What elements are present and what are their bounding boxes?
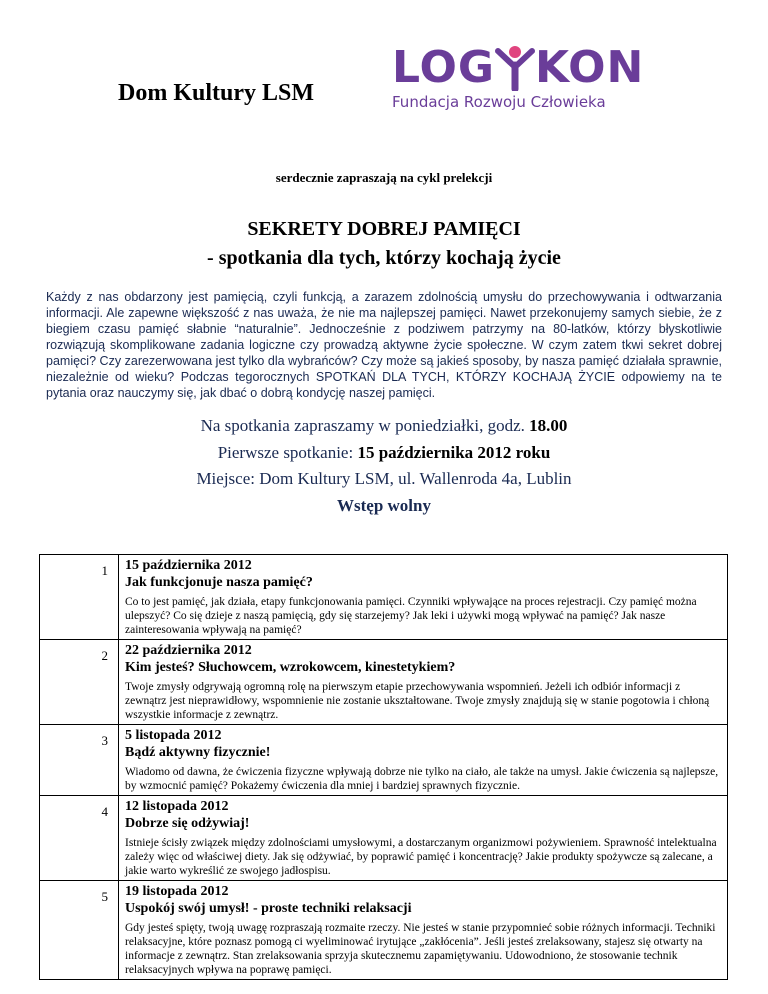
lecture-date: 22 października 2012 <box>125 643 252 658</box>
schedule-row <box>40 640 728 725</box>
lecture-description: Wiadomo od dawna, że ćwiczenia fizyczne wpływają dobrze nie tylko na ciało, ale także na umysł. Jakie ćwiczenia są najlepsze, by wzmocnić pamięć? Pokażemy ćwiczenia dla mniej i bardziej sprawnych fizycznie. <box>125 766 719 792</box>
first-meeting-date: 15 października 2012 roku <box>357 443 551 462</box>
series-title: SEKRETY DOBREJ PAMIĘCI <box>247 218 521 240</box>
first-meeting-label: Pierwsze spotkanie: <box>217 443 358 462</box>
row-number: 3 <box>40 725 119 796</box>
meeting-time-label: Na spotkania zapraszamy w poniedziałki, godz. <box>200 416 530 435</box>
series-subtitle: - spotkania dla tych, którzy kochają życie <box>207 247 561 269</box>
row-number: 1 <box>40 555 119 640</box>
meeting-place: Miejsce: Dom Kultury LSM, ul. Wallenroda 4a, Lublin <box>196 469 572 488</box>
invitation-line: serdecznie zapraszają na cykl prelekcji <box>275 170 493 185</box>
lecture-topic: Kim jesteś? Słuchowcem, wzrokowcem, kinestetykiem? <box>125 660 456 675</box>
logo-text-right: KON <box>535 42 645 93</box>
schedule-row <box>40 881 728 980</box>
lecture-description: Twoje zmysły odgrywają ogromną rolę na pierwszym etapie przechowywania wspomnień. Jeżeli ich odbiór informacji z zewnątrz jest nieprawidłowy, wspomnienie nie zostanie ukształtowane. Twoje zmysły znajdują się w stanie pogotowia i chłoną wszystkie informacje z zewnątrz. <box>125 681 710 721</box>
schedule-row <box>40 796 728 881</box>
organizer-name: Dom Kultury LSM <box>118 80 315 106</box>
logo-subtitle: Fundacja Rozwoju Człowieka <box>392 93 606 111</box>
lecture-topic: Jak funkcjonuje nasza pamięć? <box>125 575 313 590</box>
person-figure-icon <box>495 45 535 91</box>
lecture-date: 15 października 2012 <box>125 558 252 573</box>
row-content <box>119 725 728 796</box>
meeting-time <box>0 416 768 436</box>
first-meeting <box>0 443 768 463</box>
row-number: 4 <box>40 796 119 881</box>
intro-paragraph: Każdy z nas obdarzony jest pamięcią, czyli funkcją, a zarazem zdolnością umysłu do przechowywania i odtwarzania informacji. Ale zapewne większość z nas uważa, że nie ma najlepszej pamięci. Nawet przekonujemy samych siebie, że z biegiem czasu pamięć słabnie “naturalnie”. Jednocześnie z podziwem patrzymy na 80-latków, którzy błyskotliwie rozwiązują skomplikowane zadania logiczne czy prowadzą aktywne życie społeczne. W czym zatem tkwi sekret dobrej pamięci? Czy zarezerwowana jest tylko dla wybrańców? Czy może są jakieś sposoby, by nasza pamięć działała sprawnie, niezależnie od wieku? Podczas tegorocznych SPOTKAŃ DLA TYCH, KTÓRZY KOCHAJĄ ŻYCIE odpowiemy na te pytania oraz nauczymy się, jak dbać o dobrą kondycję naszej pamięci. <box>46 290 722 400</box>
logo-text-left: LOG <box>392 42 495 93</box>
free-entry: Wstęp wolny <box>337 496 431 515</box>
schedule-row <box>40 725 728 796</box>
row-number: 2 <box>40 640 119 725</box>
row-content <box>119 555 728 640</box>
row-content <box>119 796 728 881</box>
lecture-topic: Dobrze się odżywiaj! <box>125 816 250 831</box>
lecture-date: 5 listopada 2012 <box>125 728 222 743</box>
schedule-row <box>40 555 728 640</box>
row-content <box>119 640 728 725</box>
lecture-description: Co to jest pamięć, jak działa, etapy funkcjonowania pamięci. Czynniki wpływające na proces rejestracji. Czy pamięć można ulepszyć? Co się dzieje z naszą pamięcią, gdy się starzejemy? Jak leki i używki mogą wpływać na pamięć? Jak nasze zainteresowania wpływają na pamięć? <box>125 596 697 636</box>
row-content <box>119 881 728 980</box>
lecture-description: Istnieje ścisły związek między zdolnościami umysłowymi, a dostarczanym organizmowi pożywieniem. Sprawność intelektualna zależy więc od właściwej diety. Jak się odżywiać, by poprawić pamięć i koncentrację? Jakie produkty spożywcze są zalecane, a jakie warto wykreślić ze swojego jadłospisu. <box>125 837 717 877</box>
lecture-topic: Uspokój swój umysł! - proste techniki relaksacji <box>125 901 412 916</box>
lecture-date: 19 listopada 2012 <box>125 884 229 899</box>
lecture-topic: Bądź aktywny fizycznie! <box>125 745 271 760</box>
schedule-table <box>39 554 728 980</box>
logikon-logo <box>392 42 645 116</box>
lecture-description: Gdy jesteś spięty, twoją uwagę rozpraszają rozmaite rzeczy. Nie jesteś w stanie przypomnieć sobie różnych informacji. Techniki relaksacyjne, które poznasz pomogą ci wyeliminować irytujące „zakłócenia”. Jeśli jesteś zrelaksowany, stajesz się otwarty na informacje z zewnątrz. Stan zrelaksowania sprzyja skutecznemu zapamiętywaniu. Udowodniono, że stosowanie technik relaksacyjnych wpływa na poprawę pamięci. <box>125 922 716 976</box>
logo-wordmark <box>392 44 644 92</box>
lecture-date: 12 listopada 2012 <box>125 799 229 814</box>
meeting-time-value: 18.00 <box>529 416 568 435</box>
row-number: 5 <box>40 881 119 980</box>
